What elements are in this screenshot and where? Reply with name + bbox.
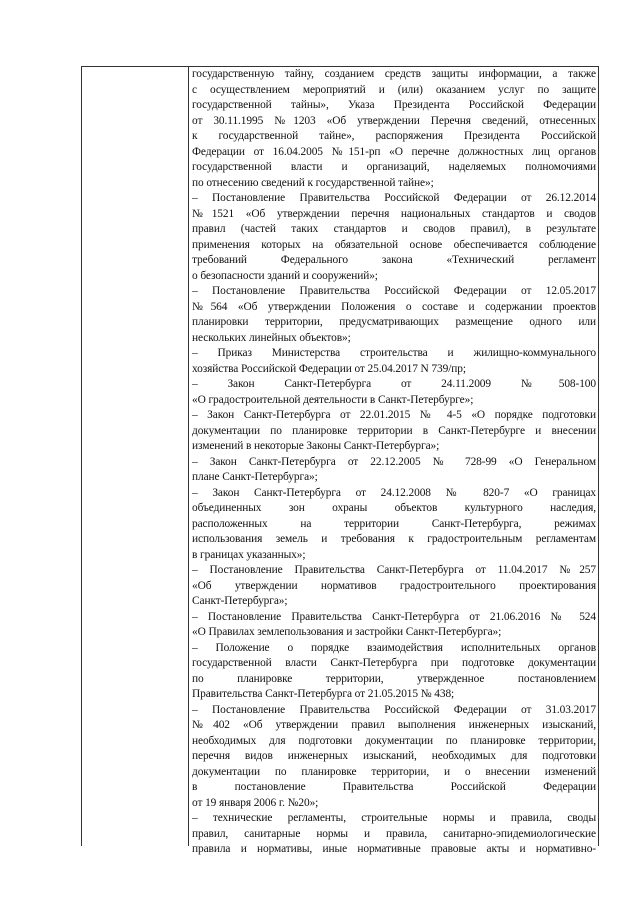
text-line: планировки территории, предусматривающих размещение одного или: [192, 316, 596, 328]
text-line: правил, санитарные нормы и правила, санитарно-эпидемиологические: [192, 827, 596, 840]
text-line: – Закон Санкт-Петербурга от 24.11.2009 №508-100: [192, 378, 596, 390]
text-line: Правительства Санкт-Петербурга от 21.05.2015 № 438;: [192, 688, 455, 700]
text-line: использования земель и требования к градостроительным регламентам: [192, 533, 596, 545]
text-line: требований Федерального закона «Технический регламент: [192, 254, 596, 266]
legal-text-cell: [192, 67, 596, 858]
document-table: [81, 66, 599, 855]
text-line: – Постановление Правительства Санкт-Петербурга от 11.04.2017 №257: [192, 564, 596, 576]
text-line: хозяйства Российской Федерации от 25.04.2017 N 739/пр;: [192, 362, 466, 375]
text-line: в постановление Правительства Российской Федерации: [192, 781, 596, 793]
text-line: – Постановление Правительства Российской Федерации от 12.05.2017: [192, 285, 596, 297]
text-line: плане Санкт-Петербурга»;: [192, 471, 318, 483]
text-line: – Постановление Правительства Российской Федерации от 31.03.2017: [192, 703, 596, 716]
text-line: перечня видов инженерных изысканий, необходимых для подготовки: [192, 750, 596, 762]
text-line: в границах указанных»;: [192, 548, 306, 561]
text-line: «О Правилах землепользования и застройки Санкт-Петербурга»;: [192, 626, 502, 638]
text-line: правила и нормативы, иные нормативные правовые акты и нормативно-: [192, 843, 596, 855]
text-line: документации по планировке территории в Санкт-Петербурге и внесении: [192, 424, 596, 437]
text-line: объединенных зон охраны объектов культурного наследия,: [192, 502, 596, 514]
text-line: государственную тайну, созданием средств защиты информации, а также: [192, 68, 596, 80]
column-divider: [188, 67, 189, 846]
text-line: – Постановление Правительства Санкт-Петербурга от 21.06.2016 № 524: [192, 610, 596, 623]
text-line: необходимых для подготовки документации по планировке территории,: [192, 734, 596, 747]
text-line: – Постановление Правительства Российской Федерации от 26.12.2014: [192, 192, 596, 204]
text-line: о безопасности зданий и сооружений»;: [192, 269, 378, 282]
text-line: от 30.11.1995 №1203 «Об утверждении Перечня сведений, отнесенных: [192, 114, 596, 127]
text-line: «Об утверждении нормативов градостроительного проектирования: [192, 579, 596, 592]
text-line: расположенных на территории Санкт-Петербурга, режимах: [192, 517, 596, 530]
text-line: государственной тайны», Указа Президента Российской Федерации: [192, 99, 596, 111]
text-line: по планировке территории, утвержденное постановлением: [192, 672, 596, 685]
text-line: применения которых на обязательной основе обеспечивается соблюдение: [192, 238, 596, 251]
text-line: государственной власти Санкт-Петербурга при подготовке документации: [192, 657, 596, 669]
text-line: Федерации от 16.04.2005 №151-рп «О перечне должностных лиц органов: [192, 145, 596, 158]
text-line: «О градостроительной деятельности в Санкт-Петербурге»;: [192, 393, 474, 406]
text-line: – технические регламенты, строительные нормы и правила, своды: [192, 812, 596, 824]
text-line: – Закон Санкт-Петербурга от 22.01.2015 № 4-5 «О порядке подготовки: [192, 409, 596, 421]
text-line: от 19 января 2006 г. №20»;: [192, 796, 319, 809]
text-line: документации по планировке территории, и о внесении изменений: [192, 765, 596, 778]
text-line: по отнесению сведений к государственной тайне»;: [192, 176, 434, 189]
text-line: – Закон Санкт-Петербурга от 24.12.2008 № 820-7 «О границах: [192, 486, 596, 499]
text-line: – Закон Санкт-Петербурга от 22.12.2005 № 728-99 «О Генеральном: [192, 455, 596, 468]
text-line: №402 «Об утверждении правил выполнения инженерных изысканий,: [192, 719, 596, 731]
text-line: №564 «Об утверждении Положения о составе и содержании проектов: [192, 300, 596, 313]
text-line: правил (частей таких стандартов и сводов правил), в результате: [192, 223, 596, 235]
text-line: нескольких линейных объектов»;: [192, 331, 351, 344]
text-line: государственной власти и организаций, наделяемых полномочиями: [192, 161, 596, 173]
text-line: к государственной тайне», распоряжения Президента Российской: [192, 130, 596, 142]
text-line: с осуществлением мероприятий и (или) оказанием услуг по защите: [192, 83, 596, 96]
text-line: – Положение о порядке взаимодействия исполнительных органов: [192, 641, 596, 654]
text-line: Санкт-Петербурга»;: [192, 595, 288, 607]
text-line: изменений в некоторые Законы Санкт-Петербурга»;: [192, 440, 440, 452]
text-line: №1521 «Об утверждении перечня национальных стандартов и сводов: [192, 207, 596, 220]
text-line: – Приказ Министерства строительства и жилищно-коммунального: [192, 347, 596, 359]
